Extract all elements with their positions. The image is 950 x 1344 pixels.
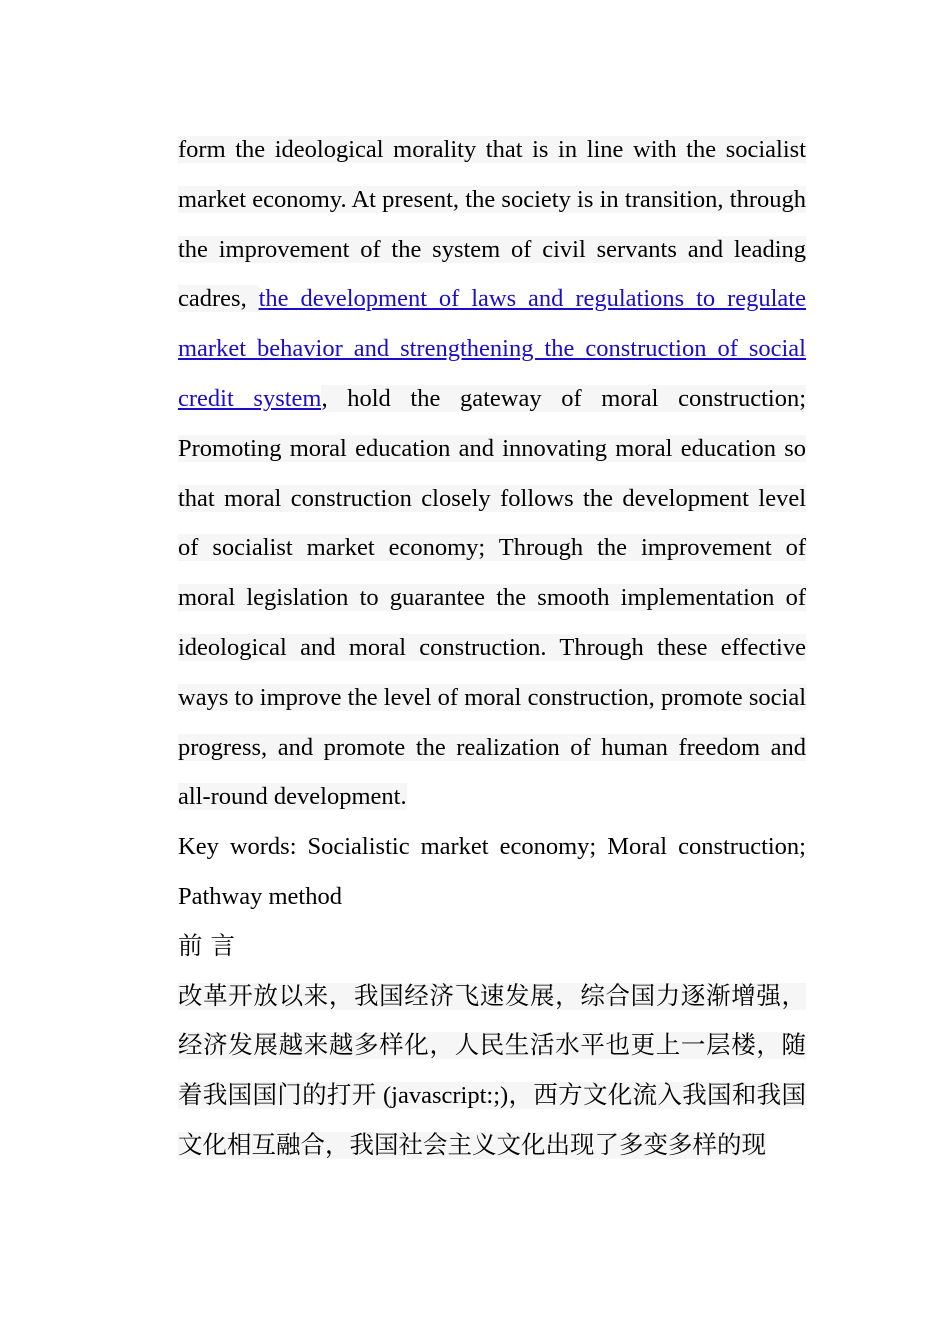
abstract-text-part2: , hold the gateway of moral construction; Promoting moral education and innovating moral education so that moral construction closely follows the development level of socialist market economy; Through the improvement of moral legislation to guarantee the smooth implementation of ideological and moral construction. Through these effective ways to improve the level of moral construction, promote social progress, and promote the realization of human freedom and all-round development. <box>178 384 806 811</box>
page-content <box>178 125 806 1171</box>
abstract-paragraph <box>178 125 806 822</box>
preface-paragraph-text: 改革开放以来，我国经济飞速发展，综合国力逐渐增强，经济发展越来越多样化，人民生活水平也更上一层楼，随着我国国门的打开 (javascript:;)，西方文化流入我国和我国文化相互融合，我国社会主义文化出现了多变多样的现 <box>178 982 806 1159</box>
keywords-line-2: Pathway method <box>178 882 342 910</box>
abstract-link[interactable]: the development of laws and regulations to regulate market behavior and strengthening the construction of social credit system <box>178 285 806 412</box>
abstract-text-part1: form the ideological morality that is in line with the socialist market economy. At present, the society is in transition, through the improvement of the system of civil servants and leading cadres, <box>178 136 806 313</box>
keywords-line-1: Key words: Socialistic market economy; Moral construction; <box>178 833 806 861</box>
preface-paragraph <box>178 972 806 1171</box>
preface-heading: 前言 <box>178 932 243 960</box>
